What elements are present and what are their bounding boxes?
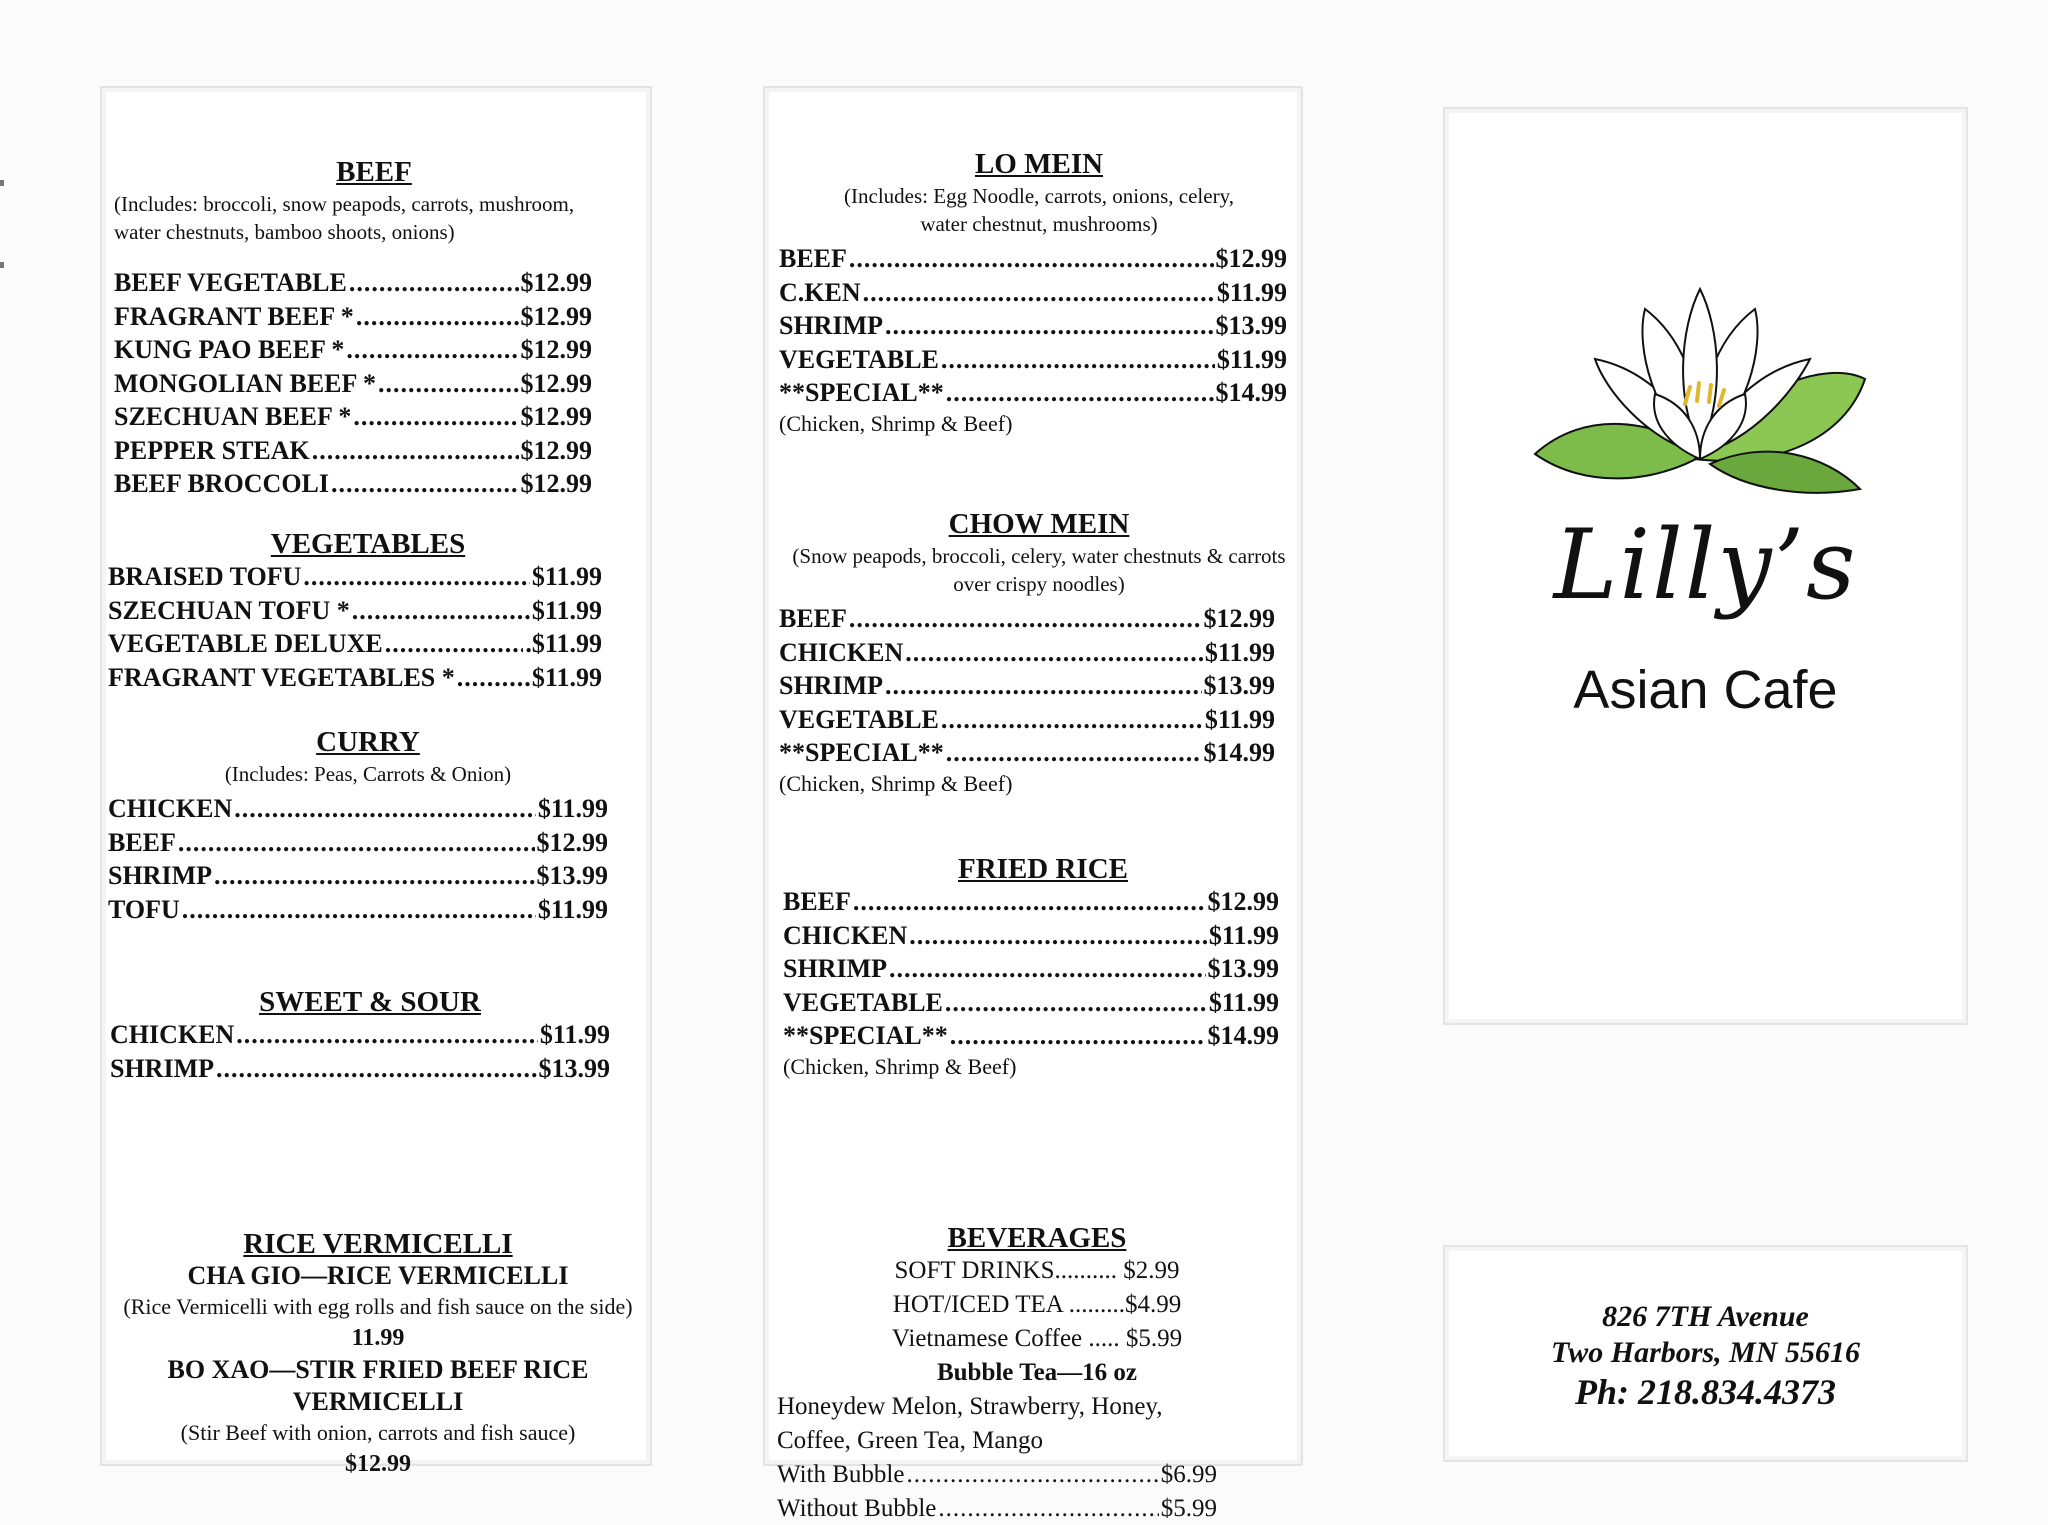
menu-item (108, 826, 608, 860)
section-curry (108, 726, 628, 926)
menu-item (114, 266, 592, 300)
menu-item-name: CHICKEN (779, 636, 903, 670)
section-title: CURRY (108, 726, 628, 758)
menu-panel-middle (763, 86, 1303, 1466)
special-note: (Chicken, Shrimp & Beef) (779, 770, 1299, 798)
menu-item-price: $14.99 (1204, 736, 1276, 770)
dot-leader (938, 1492, 1158, 1525)
menu-item (108, 560, 602, 594)
dot-leader (885, 309, 1214, 343)
menu-item (779, 309, 1287, 343)
dot-leader (303, 560, 530, 594)
section-title: SWEET & SOUR (110, 986, 630, 1018)
menu-item-list (783, 885, 1303, 1053)
menu-item (108, 893, 608, 927)
menu-item (114, 434, 592, 468)
menu-item-list (110, 1018, 630, 1085)
dish-name: BO XAO—STIR FRIED BEEF RICE VERMICELLI (106, 1354, 650, 1418)
menu-item-price: $13.99 (1208, 952, 1280, 986)
menu-item-price: $12.99 (1208, 885, 1280, 919)
dot-leader (385, 627, 524, 661)
menu-item-name: CHICKEN (783, 919, 907, 953)
special-note: (Chicken, Shrimp & Beef) (783, 1053, 1303, 1081)
menu-item-price: $11.99 (538, 893, 608, 927)
menu-item (783, 885, 1279, 919)
menu-item-price: $12.99 (537, 826, 609, 860)
menu-item-price: $12.99 (521, 333, 593, 367)
menu-item-price: $11.99 (1209, 986, 1279, 1020)
menu-item-name: SHRIMP (779, 309, 883, 343)
menu-item-name: FRAGRANT VEGETABLES * (108, 661, 455, 695)
menu-item-name: KUNG PAO BEEF * (114, 333, 344, 367)
city-state-zip: Two Harbors, MN 55616 (1445, 1335, 1966, 1371)
scan-speck (0, 262, 4, 268)
menu-item-name: **SPECIAL** (779, 736, 944, 770)
menu-item-list (779, 602, 1299, 770)
menu-item-price: $13.99 (537, 859, 609, 893)
menu-item (108, 859, 608, 893)
menu-item-price: $14.99 (1208, 1019, 1280, 1053)
menu-item-price: $12.99 (521, 300, 593, 334)
dot-leader (378, 367, 519, 401)
scan-speck (0, 180, 4, 186)
menu-item-name: **SPECIAL** (783, 1019, 948, 1053)
dish-price: 11.99 (106, 1322, 650, 1354)
section-title: BEVERAGES (777, 1222, 1297, 1254)
section-description: (Snow peapods, broccoli, celery, water chestnuts & carrots over crispy noodles) (779, 542, 1299, 598)
dot-leader (906, 1458, 1158, 1492)
menu-item-name: TOFU (108, 893, 180, 927)
dot-leader (312, 434, 519, 468)
menu-item-name: BRAISED TOFU (108, 560, 301, 594)
dot-leader (946, 376, 1214, 410)
menu-item-price: $11.99 (1209, 919, 1279, 953)
dish-price: $12.99 (106, 1448, 650, 1480)
dot-leader (885, 669, 1202, 703)
menu-item-name: VEGETABLE (779, 343, 939, 377)
address-panel (1443, 1245, 1968, 1462)
menu-item-list (779, 242, 1299, 410)
dish-description: (Stir Beef with onion, carrots and fish sauce) (106, 1418, 650, 1448)
menu-item-price: $12.99 (521, 434, 593, 468)
menu-item-price: $11.99 (532, 594, 602, 628)
section-beverages (777, 1222, 1297, 1525)
dot-leader (352, 594, 530, 628)
dot-leader (236, 1018, 538, 1052)
dot-leader (349, 266, 519, 300)
section-title: FRIED RICE (783, 853, 1303, 885)
dot-leader (945, 986, 1207, 1020)
menu-item (783, 986, 1279, 1020)
dish-description: (Rice Vermicelli with egg rolls and fish sauce on the side) (106, 1292, 650, 1322)
menu-item (114, 367, 592, 401)
menu-item-price: $11.99 (1217, 276, 1287, 310)
menu-item-name: BEEF VEGETABLE (114, 266, 347, 300)
menu-item-price: $13.99 (1204, 669, 1276, 703)
menu-item-name: PEPPER STEAK (114, 434, 310, 468)
section-title: CHOW MEIN (779, 508, 1299, 540)
menu-item (114, 467, 592, 501)
menu-item-name: CHICKEN (110, 1018, 234, 1052)
section-description: (Includes: Egg Noodle, carrots, onions, celery, water chestnut, mushrooms) (779, 182, 1299, 238)
menu-item (110, 1018, 610, 1052)
menu-item (779, 343, 1287, 377)
section-description: (Includes: broccoli, snow peapods, carrots, mushroom, water chestnuts, bamboo shoots, onions) (114, 190, 634, 246)
section-vegetables (108, 528, 628, 694)
beverage-line: Vietnamese Coffee ..... $5.99 (777, 1322, 1297, 1356)
menu-item (110, 1052, 610, 1086)
beverage-line: SOFT DRINKS.......... $2.99 (777, 1254, 1297, 1288)
dot-leader (849, 602, 1202, 636)
menu-item-price: $12.99 (521, 467, 593, 501)
menu-item-price: $11.99 (1205, 636, 1275, 670)
menu-item (779, 736, 1275, 770)
menu-item-price: $11.99 (532, 560, 602, 594)
dish-name: CHA GIO—RICE VERMICELLI (106, 1260, 650, 1292)
section-sweet-sour (110, 986, 630, 1085)
dot-leader (457, 661, 530, 695)
menu-item-name: SHRIMP (110, 1052, 214, 1086)
menu-item-price: $12.99 (1204, 602, 1276, 636)
menu-item (777, 1492, 1217, 1525)
dot-leader (853, 885, 1206, 919)
menu-item-name: BEEF (108, 826, 176, 860)
menu-item-price: .$11.99 (525, 627, 602, 661)
section-title: RICE VERMICELLI (106, 1228, 650, 1260)
menu-item (108, 627, 602, 661)
menu-item-name: BEEF (783, 885, 851, 919)
dot-leader (356, 300, 519, 334)
menu-item-price: $6.99 (1161, 1458, 1217, 1492)
menu-item-price: $13.99 (1216, 309, 1288, 343)
menu-item (779, 242, 1287, 276)
menu-item (783, 1019, 1279, 1053)
menu-item-name: VEGETABLE (779, 703, 939, 737)
cafe-subtitle: Asian Cafe (1445, 659, 1966, 721)
dot-leader (182, 893, 536, 927)
menu-item-list (114, 266, 634, 501)
beverage-flavors: Honeydew Melon, Strawberry, Honey, Coffee, Green Tea, Mango (777, 1390, 1297, 1458)
menu-item (779, 276, 1287, 310)
dot-leader (216, 1052, 537, 1086)
section-rice-vermicelli (106, 1228, 650, 1480)
dot-leader (346, 333, 518, 367)
menu-item-price: $11.99 (540, 1018, 610, 1052)
menu-item (114, 333, 592, 367)
menu-item (779, 669, 1275, 703)
menu-item-list (108, 792, 628, 926)
menu-item (108, 661, 602, 695)
menu-item (114, 300, 592, 334)
menu-item-list (108, 560, 628, 694)
beverage-heading: Bubble Tea—16 oz (777, 1356, 1297, 1390)
menu-item (779, 602, 1275, 636)
menu-item (779, 703, 1275, 737)
street-address: 826 7TH Avenue (1445, 1299, 1966, 1335)
menu-item-name: BEEF BROCCOLI (114, 467, 329, 501)
menu-item-name: SHRIMP (779, 669, 883, 703)
menu-item (114, 400, 592, 434)
dot-leader (234, 792, 536, 826)
menu-item-price: $11.99 (538, 792, 608, 826)
menu-item-name: C.KEN (779, 276, 861, 310)
dot-leader (863, 276, 1215, 310)
dot-leader (941, 343, 1215, 377)
menu-panel-left (100, 86, 652, 1466)
menu-item (783, 919, 1279, 953)
menu-item-price: $12.99 (521, 367, 593, 401)
menu-item-name: SHRIMP (783, 952, 887, 986)
cover-panel (1443, 107, 1968, 1025)
menu-item-name: VEGETABLE DELUXE (108, 627, 383, 661)
menu-item (108, 594, 602, 628)
menu-item-name: **SPECIAL** (779, 376, 944, 410)
menu-item-price: $5.99 (1161, 1492, 1217, 1525)
section-chow-mein (779, 508, 1299, 798)
menu-item (108, 792, 608, 826)
beverage-line: HOT/ICED TEA .........$4.99 (777, 1288, 1297, 1322)
dot-leader (331, 467, 518, 501)
dot-leader (214, 859, 535, 893)
section-fried-rice (783, 853, 1303, 1081)
section-description: (Includes: Peas, Carrots & Onion) (108, 760, 628, 788)
menu-item-name: SHRIMP (108, 859, 212, 893)
menu-item-name: SZECHUAN TOFU * (108, 594, 350, 628)
menu-item-list (777, 1458, 1297, 1525)
special-note: (Chicken, Shrimp & Beef) (779, 410, 1299, 438)
menu-item-price: $12.99 (521, 400, 593, 434)
lotus-flower-icon (1525, 269, 1875, 509)
menu-item-name: SZECHUAN BEEF * (114, 400, 351, 434)
section-title: BEEF (114, 156, 634, 188)
dot-leader (889, 952, 1206, 986)
dot-leader (946, 736, 1202, 770)
cafe-name: Lilly’s (1445, 509, 1966, 621)
menu-item-price: $11.99 (532, 661, 602, 695)
menu-item-name: VEGETABLE (783, 986, 943, 1020)
menu-item-name: Without Bubble (777, 1492, 936, 1525)
dot-leader (909, 919, 1207, 953)
dot-leader (950, 1019, 1206, 1053)
dot-leader (941, 703, 1203, 737)
menu-item-name: BEEF (779, 242, 847, 276)
section-title: LO MEIN (779, 148, 1299, 180)
section-beef (114, 156, 634, 501)
menu-item (779, 636, 1275, 670)
menu-item-name: FRAGRANT BEEF * (114, 300, 354, 334)
menu-item-price: $11.99 (1205, 703, 1275, 737)
menu-item (777, 1458, 1217, 1492)
dot-leader (353, 400, 518, 434)
menu-item-name: CHICKEN (108, 792, 232, 826)
dot-leader (849, 242, 1214, 276)
menu-item-name: BEEF (779, 602, 847, 636)
section-title: VEGETABLES (108, 528, 628, 560)
dot-leader (905, 636, 1203, 670)
menu-item-price: $12.99 (521, 266, 593, 300)
menu-item-name: With Bubble (777, 1458, 904, 1492)
menu-item-price: $11.99 (1217, 343, 1287, 377)
menu-item (779, 376, 1287, 410)
phone-number: Ph: 218.834.4373 (1445, 1371, 1966, 1413)
dot-leader (178, 826, 535, 860)
menu-item-price: $13.99 (539, 1052, 611, 1086)
menu-item (783, 952, 1279, 986)
menu-item-name: MONGOLIAN BEEF * (114, 367, 376, 401)
section-lo-mein (779, 148, 1299, 438)
menu-item-price: $14.99 (1216, 376, 1288, 410)
menu-item-price: $12.99 (1216, 242, 1288, 276)
